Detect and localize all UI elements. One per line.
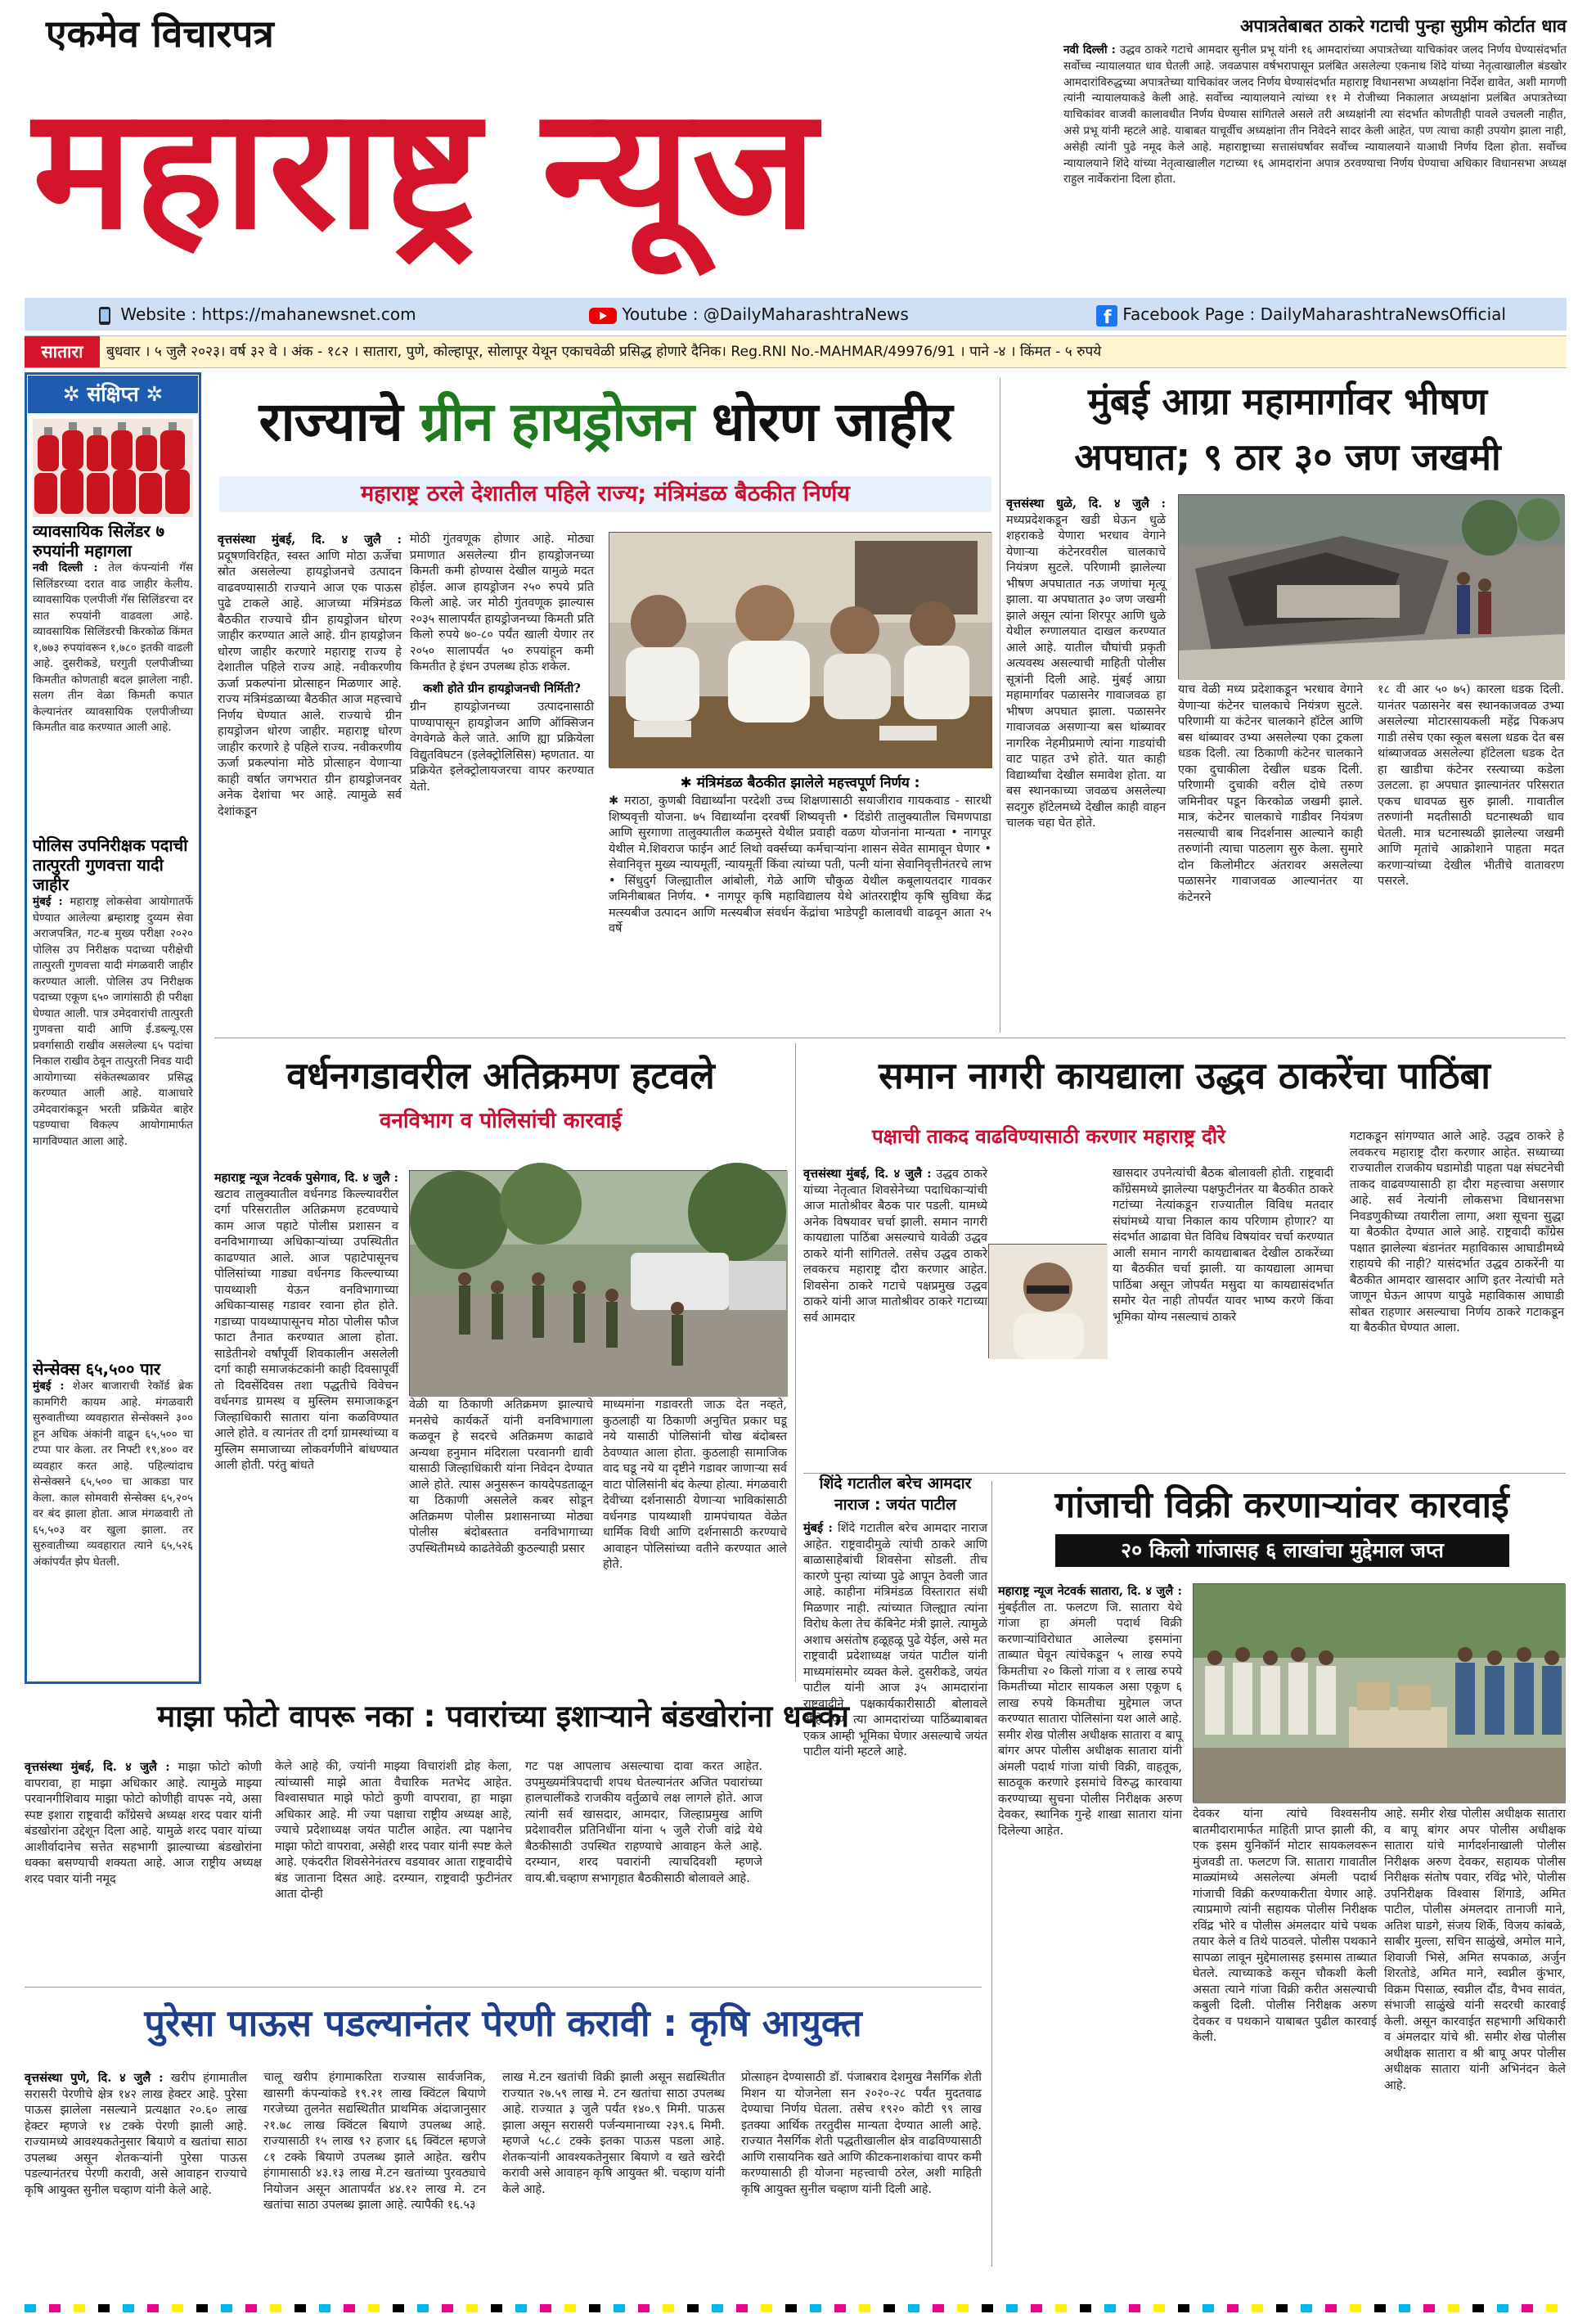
sidebar-story-3-head: सेन्सेक्स ६५,५०० पार bbox=[33, 1359, 161, 1379]
rain-body-1: खरीप हंगामातील सरासरी पेरणीचे क्षेत्र १४२ लाख हेक्टर आहे. पुरेसा पाऊस झालेला नसल्याने प्रत्यक्षात २०.६० लाख हेक्टर म्हणजे १४ टक्के पेरणी झाली आहे. राज्यामध्ये आवश्यकतेनुसार बियाणे व खतांचा साठा उपलब्ध असून शेतकऱ्यांनी पुरेसा पाऊस पडल्यानंतरच पेरणी करावी, असे आवाहन राज्याचे कृषि आयुक्त सुनील चव्हाण यांनी केले आहे. bbox=[25, 2072, 248, 2197]
shinde-body: शिंदे गटातील बरेच आमदार नाराज आहेत. राष्ट्रवादीमुळे त्यांची ठाकरे आणि बाळासाहेबांची शिवसेना सोडली. तीच कारणे पुन्हा त्यांच्या पुढे आपून ठेवली जात आहे. काहीना मंत्रिमंडळ विस्तारात संधी मिळणार नाही. त्यांच्यात जिल्ह्यात त्यांना विरोध केला तेच कॅबिनेट मंत्री झाले. त्यामुळे अशाच असंतोष हळूहळू पुढे येईल, असे मत राष्ट्रवादी प्रदेशाध्यक्ष जयंत पाटील यांनी माध्यमांसमोर व्यक्त केले. दुसरीकडे, जयंत पाटील यांनी आज ३५ आमदारांना राष्ट्रवादीने पक्षकार्यकारीसाठी बोलावले आहे. पण त्या आमदारांच्या पाठिंब्याबाबत एकत्र आम्ही भूमिका घेणार असल्याचे जयंत पाटील यांनी म्हटले आहे. bbox=[803, 1522, 987, 1758]
green-subtitle: कशी होते ग्रीन हायड्रोजनची निर्मिती? bbox=[423, 681, 581, 696]
youtube-link[interactable] bbox=[589, 298, 909, 331]
pawar-dateline: वृत्तसंस्था मुंबई, दि. ४ जुलै : bbox=[25, 1760, 170, 1774]
cabinet-decisions-body: मराठा, कुणबी विद्यार्थ्यांना परदेशी उच्च शिक्षणासाठी सयाजीराव गायकवाड - सारथी शिष्यवृत्ती योजना. ७५ विद्यार्थ्यांना दरवर्षी शिष्यवृत्ती • दिंडोरी तालुक्यातील चिमणपाडा आणि सुरगाणा तालुक्यातील कळमुस्ते येथील प्रवाही वळण योजनांना मान्यता • नागपूर येथील मे.शिवराज फाईन आर्ट लिथो वर्क्सच्या कर्मचाऱ्यांना शासन सेवेत सामावून घेणार • सेवानिवृत्त मुख्य न्यायमूर्ती, न्यायमूर्ती किंवा त्यांच्या पती, पत्नी यांना सेवानिवृत्तीनंतरचे लाभ • सिंधुदुर्ग जिल्ह्यातील आंबोली, गेळे आणि चौकुळ येथील कबूलायतदार गावकर जमिनीबाबत निर्णय. • नागपूर कृषि महाविद्यालय येथे आंतरराष्ट्रीय कृषि सुविधा केंद्र मत्स्यबीज उत्पादन आणि मत्स्यबीज संवर्धन केंद्रांचा भाडेपट्टी कालावधी वाढवून आता २५ वर्षे bbox=[609, 795, 991, 935]
accident-photo bbox=[1178, 494, 1564, 679]
ucc-body-1: उद्धव ठाकरे यांच्या नेतृत्वात शिवसेनेच्या पदाधिकाऱ्यांची आज मातोश्रीवर बैठक पार पडली. यामध्ये अनेक विषयावर चर्चा झाली. समान नागरी कायद्याला पाठिंबा असल्याचे यावेळी उद्धव ठाकरे यांनी सांगितले. तसेच उद्धव ठाकरे लवकरच महाराष्ट्र दौरा करणार आहेत. शिवसेना ठाकरे गटाचे पक्षप्रमुख उद्धव ठाकरे यांनी आज मातोश्रीवर ठाकरे गटाच्या सर्व आमदार bbox=[803, 1168, 988, 1325]
cylinders-photo bbox=[33, 419, 193, 517]
shinde-box bbox=[803, 1473, 987, 1758]
facebook-text: Facebook Page : DailyMaharashtraNewsOfficial bbox=[1122, 304, 1506, 324]
edition-ribbon bbox=[25, 335, 1567, 368]
accident-body-1: मध्यप्रदेशकडून खडी घेऊन धुळे शहराकडे येणारा भरधाव वेगाने येणाऱ्या कंटेनरवरील चालकाचे नियंत्रण सुटले. परिणामी झालेल्या भीषण अपघातात नऊ जणांचा मृत्यू झाला. या अपघातात ३० जण जखमी झाले असून त्यांना शिरपूर आणि धुळे येथील रुग्णालयात दाखल करण्यात आले आहे. यातील चौघांची प्रकृती अत्यवस्थ असल्याची माहिती पोलीस सूत्रांनी दिली आहे. मुंबई आग्रा महामार्गावर पळासनेर गावाजवळ हा भीषण अपघात झाला. पळासनेर गावाजवळ असणाऱ्या बस थांब्यावर नागरिक नेहमीप्रमाणे त्यांना गाडयांची वाट पाहत उभे होते. यात काही विद्यार्थ्यांचा देखील समावेश होता. या बस स्थानकाच्या जवळच असलेल्या सदगुरु हॉटेलमध्ये देखील काही वाहन चालक चहा घेत होते. bbox=[1006, 513, 1166, 830]
ganja-body-3: आहे. समीर शेख पोलीस अधीक्षक सातारा व बापू बांगर अपर पोलीस अधीक्षक सातारा यांचे मार्गदर्शनाखाली पोलीस निरीक्षक अरुण देवकर, सहायक पोलीस निरीक्षक संतोष पवार, रविंद्र भोरे, पोलीस उपनिरीक्षक विश्वास शिंगाडे, अमित पाटील, पोलीस अंमलदार तानाजी माने, अतिश घाडगे, संजय शिर्के, विजय कांबळे, साबीर मुल्ला, सचिन साळुंखे, अमोल माने, शिवाजी भिसे, अमित सपकाळ, अर्जुन शिरतोडे, अमित माने, स्वप्नील कुंभार, विक्रम पिसाळ, स्वप्नील दौंड, वैभव सावंत, संभाजी साळुंखे यांनी सदरची कारवाई केली. असून कारवाईत सहभागी अधिकारी व अंमलदार यांचे श्री. समीर शेख पोलीस अधीक्षक सातारा व श्री बापू अपर पोलीस अधीक्षक सातारा यांनी अभिनंदन केले आहे. bbox=[1384, 1808, 1566, 2092]
green-headline: राज्याचे ग्रीन हायड्रोजन धोरण जाहीर bbox=[259, 390, 952, 453]
vardhangad-photo bbox=[409, 1170, 787, 1396]
website-link[interactable] bbox=[94, 298, 416, 331]
top-story-headline: अपात्रतेबाबत ठाकरे गटाची पुन्हा सुप्रीम कोर्टात धाव bbox=[1239, 16, 1567, 37]
bullet-icon: ✱ bbox=[680, 775, 697, 791]
rain-col-3 bbox=[502, 2070, 725, 2303]
ganja-dateline: महाराष्ट्र न्यूज नेटवर्क सातारा, दि. ४ जुलै : bbox=[998, 1584, 1182, 1598]
pawar-body-2: केले आहे की, ज्यांनी माझ्या विचारांशी द्रोह केला, त्यांच्यासी माझे आता वैचारिक मतभेद आहेत. विश्वासघात माझे फोटो कुणी वापरावा, हा माझा अधिकार आहे. मी ज्या पक्षाचा राष्ट्रीय अध्यक्ष आहे, ज्याचे प्रदेशाध्यक्ष जयंत पाटील आहेत. त्या पक्षानेच माझा फोटो वापरावा, असेही शरद पवार यांनी स्पष्ट केले आहे. एकंदरीत शिवसेनेनंतरच वडयावर आता राष्ट्रवादीचे बंड जाताना दिसत आहे. दरम्यान, राष्ट्रवादी फुटीनंतर आता दोन्ही bbox=[275, 1760, 512, 1901]
ganja-seizure-photo bbox=[1193, 1583, 1565, 1803]
svg-text:f: f bbox=[1104, 307, 1112, 328]
vardhangad-dateline: महाराष्ट्र न्यूज नेटवर्क पुसेगाव, दि. ४ जुलै : bbox=[214, 1171, 398, 1185]
ucc-col-1 bbox=[803, 1166, 987, 1469]
website-icon bbox=[94, 305, 115, 326]
sidebar-story-2-body: महाराष्ट्र लोकसेवा आयोगातर्फे घेण्यात आलेल्या ब्रम्हाराष्ट्र दुय्यम सेवा अराजपत्रित, गट-ब मुख्य परीक्षा २०२० पोलिस उप निरीक्षक पदाच्या परीक्षेची तात्पुरती गुणवत्ता यादी मंगळवारी जाहीर करण्यात आली. पोलिस उप निरीक्षक पदाच्या एकूण ६५० जागांसाठी ही परीक्षा घेण्यात आली. पात्र उमेदवारांची तात्पुरती गुणवत्ता यादी आणि ई.डब्ल्यू.एस प्रवर्गासाठी राखीव असलेल्या ६५ पदांचा निकाल राखीव ठेवून तात्पुरती निवड यादी आयोगाच्या संकेतस्थळावर प्रसिद्ध करण्यात आली आहे. याआधारे उमेदवारांकडून भरती प्रक्रियेत बाहेर पडण्याचा विकल्प आयोगामार्फत मागविण्यात आला आहे. bbox=[33, 895, 194, 1148]
green-subhead: महाराष्ट्र ठरले देशातील पहिले राज्य; मंत्रिमंडळ बैठकीत निर्णय bbox=[219, 476, 991, 512]
masthead-title: महाराष्ट्र न्यूज bbox=[33, 72, 819, 267]
rain-body-2: चालू खरीप हंगामाकरिता राज्यास सार्वजनिक, खासगी कंपन्यांकडे १९.२१ लाख क्विंटल बियाणे गरजेच्या तुलनेत सद्यस्थितीत प्राथमिक अंदाजानुसार २१.७८ लाख क्विंटल बियाणे उपलब्ध आहे. राज्यासाठी १५ लाख ९२ हजार ६६ क्विंटल म्हणजे ८१ टक्के बियाणे उपलब्ध झाले आहेत. खरीप हंगामासाठी ४३.१३ लाख मे.टन खतांच्या पुरवठ्याचे नियोजन असून आतापर्यंत ४४.१२ लाख मे. टन खतांचा साठा उपलब्ध झाला आहे. त्यापैकी १६.५३ bbox=[263, 2071, 486, 2212]
accident-body-3: १८ वी आर ५० ७५) कारला धडक दिली. यानंतर पळासनेर बस स्थानकाजवळ उभ्या असलेल्या मोटारसायकली महेंद्र पिकअप गाडी तसेच एका स्कूल बसला धडक देत बस थांब्याजवळ असलेल्या हॉटेलला धडक देत हा खाडीचा कंटेनर रस्त्याच्या कडेला उलटला. हा अपघात झाल्यानंतर परिसरात एकच धावपळ सुरु झाली. गावातील तरुणांनी मदतीसाठी घटनास्थळी धाव घेतली. मात्र घटनास्थळी झालेल्या जखमी आणि मृतांचे आक्रोशाने पाहता मदत करणाऱ्यांच्या देखील भीतीचे वातावरण पसरले. bbox=[1378, 683, 1564, 888]
sidebar-header bbox=[28, 376, 198, 413]
accident-headline-1: मुंबई आग्रा महामार्गावर भीषण bbox=[1087, 380, 1487, 423]
sidebar-story-3-dateline: मुंबई : bbox=[33, 1380, 65, 1393]
pawar-headline: माझा फोटो वापरू नका : पवारांच्या इशाऱ्याने बंडखोरांना धक्का bbox=[157, 1699, 849, 1734]
sidebar-content bbox=[33, 521, 193, 1675]
sidebar-story-2-dateline: मुंबई : bbox=[33, 895, 63, 908]
sidebar-star-icon-2: ✲ bbox=[138, 382, 164, 406]
vardhangad-subhead: वनविभाग व पोलिसांची कारवाई bbox=[379, 1109, 623, 1133]
cabinet-decisions-heading: ✱ मंत्रिमंडळ बैठकीत झालेले महत्त्वपूर्ण निर्णय : bbox=[680, 775, 920, 791]
vardhangad-col-3 bbox=[603, 1398, 787, 1686]
rain-col-1 bbox=[25, 2070, 247, 2303]
bullet-icon-2: ✱ bbox=[609, 795, 624, 808]
pawar-body-3: गट पक्ष आपलाच असल्याचा दावा करत आहेत. उपमुख्यमंत्रिपदाची शपथ घेतल्यानंतर अजित पवारांच्या हालचालींकडे राजकीय वर्तुळाचे लक्ष लागले होते. आज त्यांनी सर्व खासदार, आमदार, जिल्हाप्रमुख आणि प्रदेशावरील प्रतिनिधींना यांना ५ जुलै रोजी वांद्रे येथे बैठकीसाठी उपस्थित राहण्याचे आवाहन केले आहे. दरम्यान, शरद पवारांनी त्याचदिवशी म्हणजे वाय.बी.चव्हाण सभागृहात बैठकीसाठी बोलावले आहे. bbox=[525, 1760, 762, 1885]
ucc-body-2: खासदार उपनेत्यांची बैठक बोलावली होती. राष्ट्रवादी काँग्रेसमध्ये झालेल्या पक्षफुटीनंतर या बैठकीत ठाकरे गटांच्या नेत्यांकडून राज्यातील विविध मतदार संघांमध्ये याचा निकाल काय परिणाम होणार? या संदर्भात आढावा घेत विविध विषयांवर चर्चा करण्यात आली समान नागरी कायद्याबाबत देखील ठाकरेंच्या या बैठकीत चर्चा झाली. या कायद्याला आमचा पाठिंबा असून जोपर्यंत मसुदा या कायद्यासंदर्भात समोर येत नाही तोपर्यंत यावर भाष्य करणे किंवा भूमिका योग्य नसल्याचं ठाकरे bbox=[1113, 1167, 1333, 1324]
ucc-body-3: गटाकडून सांगण्यात आले आहे. उद्धव ठाकरे हे लवकरच महाराष्ट्र दौरा करणार आहेत. सध्याच्या राज्यातील राजकीय घडामोडी पाहता पक्ष संघटनेची ताकद वाढवण्यासाठी हा दौरा महत्त्वाचा असणार आहे. सर्व नेत्यांनी लोकसभा विधानसभा निवडणुकीच्या तयारीला लागा, अशा सूचना सुद्धा या बैठकीत देण्यात आले आहे. राष्ट्रवादी काँग्रेस पक्षात झालेल्या बंडानंतर महाविकास आघाडीमध्ये राहायचे की नाही? यासंदर्भात उद्धव ठाकरेंनी या बैठकीत आमदार खासदार आणि इतर नेत्यांची मते जाणून घेऊन आपण यापुढे महाविकास आघाडी सोबत राहणार असल्याचा निर्णय ठाकरे गटाकडून या बैठकीत घेण्यात आला. bbox=[1350, 1130, 1564, 1335]
website-text: Website : https://mahanewsnet.com bbox=[120, 304, 416, 324]
sidebar-heading: संक्षिप्त bbox=[87, 382, 139, 406]
cabinet-decisions-box bbox=[609, 772, 991, 1031]
ucc-dateline: वृत्तसंस्था मुंबई, दि. ४ जुलै : bbox=[803, 1167, 932, 1181]
ganja-body-1: मुंबईतील ता. फलटण जि. सातारा येथे गांजा हा अंमली पदार्थ विक्री करणाऱ्यांविरोधात आलेल्या इसमांना ताब्यात घेवून त्यांचेकडून ५ लाख रुपये किमतीचा २० किलो गांजा व १ लाख रुपये किमतीच्या मोटार सायकल असा एकूण ६ लाख रुपये किमतीचा मुद्देमाल जप्त करण्यात सातारा पोलिसांना यश आले आहे. समीर शेख पोलीस अधीक्षक सातारा व बापू बांगर अपर पोलीस अधीक्षक सातारा यांनी अंमली पदार्थ गांजा यांची विक्री, वाहतूक, साठवूक करणारे इसमांचे विरुद्ध कारवाया करण्याच्या सुचना पोलीस निरीक्षक अरुण देवकर, स्थानिक गुन्हे शाखा सातारा यांना दिलेल्या आहेत. bbox=[998, 1600, 1182, 1838]
shinde-headline-2: नाराज : जयंत पाटील bbox=[834, 1496, 956, 1514]
ucc-col-3 bbox=[1350, 1129, 1564, 1469]
vardhangad-body-3: माध्यमांना गडावरती जाऊ देत नव्हते, कुठलाही या ठिकाणी अनुचित प्रकार घडू नये यासाठी पोलिसांनी चोख बंदोबस्त ठेवण्यात आला होता. कुठलाही सामाजिक वाद घडू नये या दृष्टीने गडावर जाणाऱ्या सर्व वाटा पोलिसांनी बंद केल्या होत्या. मंगळवारी देवीच्या दर्शनासाठी येणाऱ्या भाविकांसाठी वर्धनगड पायथ्याशी ग्रामपंचायत वेळेत धार्मिक विधी आणि दर्शनासाठी करण्याचे आवाहन पोलिसांच्या वतीने करण्यात आले होते. bbox=[603, 1398, 787, 1571]
ganja-body-2: देवकर यांना त्यांचे विश्वसनीय बातमीदारामार्फत माहिती प्राप्त झाली की, एक इसम युनिकॉर्न मोटार सायकलवरून मुंजवडी ता. फलटण जि. सातारा गावातील माळ्यांमध्ये असलेल्या अंमली पदार्थ गांजाची विक्री करण्याकरीता येणार आहे. त्याप्रमाणे त्यांनी सहायक पोलीस निरीक्षक रविंद्र भोरे व पोलीस अंमलदार यांचे पथक तयार केले व तिथे पाठवले. पोलीस पथकाने सापळा लावून मुद्देमालासह इसमास ताब्यात घेतले. त्याच्याकडे कसून चौकशी केली असता त्याने गांजा विक्री करीत असल्याची कबुली दिली. पोलीस निरीक्षक अरुण देवकर व पथकाने याबाबत पुढील कारवाई केली. bbox=[1193, 1808, 1377, 2044]
edition-info: बुधवार । ५ जुलै २०२३। वर्ष ३२ वे । अंक - १८२ । सातारा, पुणे, कोल्हापूर, सोलापूर येथून एकाचवेळी प्रसिद्ध होणारे दैनिक। Reg.RNI No.-MAHMAR/49976/91 । पाने -४ । किंमत - ५ रुपये bbox=[106, 344, 1102, 360]
color-registration-marks bbox=[25, 2304, 1567, 2312]
green-body-1: प्रदूषणविरहित, स्वस्त आणि मोठा ऊर्जेचा स्रोत असलेल्या हायड्रोजनचे उत्पादन वाढवण्यासाठी राज्याने आज एक पाऊस पुढे टाकले आहे. आजच्या मंत्रिमंडळ बैठकीत राज्याचे ग्रीन हायड्रोजन धोरण जाहीर करण्यात आले आहे. ग्रीन हायड्रोजन धोरण जाहीर करणारे महाराष्ट्र राज्य हे देशातील पहिले राज्य आहे. नवीकरणीय ऊर्जा प्रकल्पांना प्रोत्साहन मिळणार आहे. राज्य मंत्रिमंडळाच्या बैठकीत आज महत्त्वाचे निर्णय घेण्यात आले. राज्याचे ग्रीन हायड्रोजन धोरण जाहीर. महाराष्ट्र धोरण जाहीर करणारे हे पहिले राज्य. नवीकरणीय ऊर्जा प्रकल्पांना मोठे प्रोत्साहन येणाऱ्या काही वर्षात जगभरात ग्रीन हायड्रोजनवर अनेक देशांचा भर आहे. त्यामुळे सर्व देशांकडून bbox=[218, 549, 402, 818]
vardhangad-body-2: वेळी या ठिकाणी अतिक्रमण झाल्याचे मनसेचे कार्यकर्ते यांनी वनविभागाला कळवून हे सदरचे अतिक्रमण काढावे अन्यथा हनुमान मंदिराला परवानगी द्यावी यासाठी जिल्हाधिकारी यांना निवेदन देण्यात आले होते. त्यास अनुसरून कायदेपडताळून या ठिकाणी असलेले कबर सोडून अतिक्रमण पोलीस प्रशासनाच्या मोठ्या पोलीस बंदोबस्तात वनविभागाच्या उपस्थितीमध्ये काढतेवेळी कुठल्याही प्रसार bbox=[409, 1398, 593, 1555]
ucc-subhead: पक्षाची ताकद वाढविण्यासाठी करणार महाराष्ट्र दौरे bbox=[872, 1125, 1225, 1148]
ganja-col-2 bbox=[1193, 1807, 1377, 2265]
ganja-subhead: २० किलो गांजासह ६ लाखांचा मुद्देमाल जप्त bbox=[1055, 1534, 1509, 1567]
green-dateline: वृत्तसंस्था मुंबई, दि. ४ जुलै : bbox=[218, 533, 402, 547]
green-body-2: मोठी गुंतवणूक होणार आहे. मोठ्या प्रमाणात असलेल्या ग्रीन हायड्रोजनच्या किमती कमी होण्यास देखील यामुळे मदत होईल. आज हायड्रोजन २५० रुपये प्रति किलो आहे. जर मोठी गुंतवणूक झाल्यास २०३५ सालापर्यंत हायड्रोजनच्या किमती प्रति किलो रुपये ७०-८० पर्यंत खाली येणार तर २०५० सालापर्यंत ५० रुपयांहून कमी किमतीत हे इंधन उपलब्ध होऊ शकेल. bbox=[410, 533, 594, 673]
ganja-col-3 bbox=[1384, 1807, 1566, 2265]
pawar-col-3 bbox=[525, 1759, 762, 1980]
sidebar-story-1-head: व्यावसायिक सिलेंडर ७ रुपयांनी महागला bbox=[33, 521, 165, 560]
green-col-1 bbox=[218, 532, 402, 1031]
youtube-text: Youtube : @DailyMaharashtraNews bbox=[622, 304, 909, 324]
accident-col-1 bbox=[1006, 496, 1166, 1031]
accident-col-2 bbox=[1178, 682, 1363, 1031]
top-story-body: उद्धव ठाकरे गटाचे आमदार सुनील प्रभू यांनी १६ आमदारांच्या अपात्रतेच्या याचिकांवर जलद निर्णय घेण्यासंदर्भात सर्वोच्च न्यायालयात धाव घेतली आहे. जवळपास वर्षभरापासून प्रलंबित असलेल्या एकनाथ शिंदे यांच्या नेतृत्वाखालील बंडखोर आमदारांविरुद्धच्या अपात्रतेच्या याचिकांवर जलद निर्णय घेण्यासंदर्भात महाराष्ट्र विधानसभा अध्यक्षांना निर्देश द्यावेत, अशी मागणी त्यांनी न्यायालयाकडे केली आहे. सर्वोच्च न्यायालयाने त्यांच्या ११ मे रोजीच्या निकालात अध्यक्षांना प्रलंबित अपात्रतेच्या याचिकांवर वाजवी कालावधीत निर्णय घेण्यास सांगितले असले तरी अध्यक्षांनी त्या संदर्भात कोणतीही पावले उचलली नाहीत, असे प्रभू यांनी म्हटले आहे. याबाबत याचूर्वीच अध्यक्षांना तीन निवेदने सादर केली आहेत, पण त्याचा काही उपयोग झाला नाही, असेही त्यांनी पुढे नमूद केले आहे. महाराष्ट्राच्या सत्तासंघर्षावर सर्वोच्च न्यायालयाने याआधी निर्णय दिला होता. सर्वोच्च न्यायालयाने शिंदे यांच्या नेतृत्वाखालील गटाच्या १६ आमदारांना अपात्र ठरवण्याचा निर्णय घेण्याचा अधिकार विधानसभा अध्यक्ष राहुल नार्वेकरांना दिला होता. bbox=[1063, 43, 1567, 187]
sidebar-story-2-head: पोलिस उपनिरीक्षक पदाची तात्पुरती गुणवत्ता यादी जाहीर bbox=[33, 835, 188, 894]
accident-col-3 bbox=[1378, 682, 1564, 1031]
links-strip bbox=[25, 298, 1567, 331]
facebook-icon bbox=[1096, 305, 1117, 326]
facebook-link[interactable] bbox=[1096, 298, 1506, 331]
accident-body-2: याच वेळी मध्य प्रदेशाकडून भरधाव वेगाने येणाऱ्या कंटेनर चालकाचे नियंत्रण सुटले. परिणामी या कंटेनर चालकाने हॉटेल आणि बस थांब्यावर उभ्या असलेल्या एका ट्रकला धडक दिली. त्या ठिकाणी कंटेनर चालकाने एका दुचाकीला देखील धडक दिली. परिणामी दुचाकी वरील दोघे तरुण जमिनीवर पडून किरकोळ जखमी झाले. मात्र, कंटेनर चालकाचे गाडीवर नियंत्रण नसल्याची बाब निदर्शनास आल्याने काही तरुणांनी त्याचा पाठलाग सुरु केला. सुमारे दोन किलोमीटर अंतरावर असलेल्या पळासनेर गावाजवळ आल्यानंतर या कंटेनरने bbox=[1178, 683, 1363, 904]
ucc-headline: समान नागरी कायद्याला उद्धव ठाकरेंचा पाठिंबा bbox=[879, 1054, 1490, 1097]
sidebar-story-1-body: तेल कंपन्यांनी गॅस सिलिंडरच्या दरात वाढ जाहीर केलीय. व्यावसायिक एलपीजी गॅस सिलिंडरचा दर सात रुपयांनी वाढवला आहे. व्यावसायिक सिलिंडरची किरकोळ किंमत १,७७३ रुपयांवरून १,७८० इतकी वाढली आहे. दुसरीकडे, घरगुती एलपीजीच्या किमतीत कोणताही बदल झालेला नाही. सलग तीन वेळा किमती कपात केल्यानंतर व्यावसायिक एलपीजीच्या किमतीत वाढ करण्यात आली आहे. bbox=[33, 561, 194, 734]
vardhangad-body-1: खटाव तालुक्यातील वर्धनगड किल्ल्यावरील दर्गा परिसरातील अतिक्रमण हटवण्याचे काम आज पहाटे पोलीस प्रशासन व वनविभागाच्या अधिकाऱ्यांच्या उपस्थितीत काढण्यात आले. आज पहाटेपासूनच पोलिसांच्या गाड्या वर्धनगड किल्ल्याच्या पायथ्याशी येऊन वनविभागाच्या अधिकाऱ्यासह गडावर रवाना होत होते. गडाच्या पायथ्यापासूनच मोठा पोलीस फौज फाटा तैनात करण्यात आला होता. साडेतीनशे वर्षांपूर्वी शिवकालीन असलेली दर्गा काही समाजकंटकांनी काही दिवसापूर्वी तो दिवसेंदिवस तशा पद्धतीचे विवेचन वर्धनगड ग्रामस्थ व मुस्लिम समाजाकडून जिल्हाधिकारी सातारा यांना कळविण्यात आले होते. व त्यानंतर ती दर्गा ग्रामस्थांच्या व मुस्लिम समाजाच्या लोकवर्गणीने बांधण्यात आली होती. परंतु बांधते bbox=[214, 1187, 398, 1472]
green-col-2 bbox=[410, 532, 594, 1031]
rain-col-2 bbox=[263, 2070, 486, 2303]
top-story bbox=[1063, 15, 1567, 297]
sidebar-story-3-body: शेअर बाजाराची रेकॉर्ड ब्रेक कामगिरी कायम आहे. मंगळवारी सुरुवातीच्या व्यवहारात सेन्सेक्सने ३०० हून अधिक अंकांनी वाढून ६५,५०० चा टप्पा पार केला. तर निफ्टी १९,४०० वर व्यवहार करत आहे. पहिल्यांदाच सेन्सेक्सने ६५,५०० चा आकडा पार केला. काल सोमवारी सेन्सेक्स ६५,२०५ वर बंद झाला होता. आज मंगळवारी तो ६५,५०३ वर खुला झाला. तर सुरुवातीच्या व्यवहारात त्याने ६५,५२६ अंकांपर्यंत झेप घेतली. bbox=[33, 1380, 194, 1569]
cabinet-meeting-photo bbox=[609, 532, 991, 768]
ganja-headline: गांजाची विक्री करणाऱ्यांवर कारवाई bbox=[1054, 1484, 1509, 1526]
sidebar-star-icon: ✲ bbox=[62, 382, 88, 406]
pawar-col-1 bbox=[25, 1759, 262, 1980]
rain-col-4 bbox=[741, 2070, 982, 2303]
edition-city: सातारा bbox=[25, 336, 100, 367]
ganja-col-1 bbox=[998, 1583, 1182, 2082]
vardhangad-headline: वर्धनगडावरील अतिक्रमण हटवले bbox=[286, 1054, 715, 1097]
pawar-body-1: माझा फोटो कोणी वापरावा, हा माझा अधिकार आहे. त्यामुळे माझ्या परवानगीशिवाय माझा फोटो कोणीही वापरू नये, असा स्पष्ट इशारा राष्ट्रवादी काँग्रेसचे अध्यक्ष शरद पवार यांनी बंडखोरांना उद्देशून दिला आहे. यामुळे शरद पवार यांच्या आशीर्वादानेच सत्तेत सहभागी झाल्याच्या बंडखोरांना धक्का बसण्याची शक्यता आहे. आज राष्ट्रीय अध्यक्ष शरद पवार यांनी नमूद bbox=[25, 1761, 262, 1886]
rain-body-3: लाख मे.टन खतांची विक्री झाली असून सद्यस्थितीत राज्यात २७.५९ लाख मे. टन खतांचा साठा उपलब्ध आहे. राज्यात ३ जुलै पर्यंत १४०.९ मिमी. पाऊस झाला असून सरासरी पर्जन्यमानाच्या २३९.६ मिमी. म्हणजे ५८.८ टक्के इतका पाऊस पडला आहे. शेतकऱ्यांनी आवश्यकतेनुसार बियाणे व खते खरेदी करावी असे आवाहन कृषि आयुक्त श्री. चव्हाण यांनी केले आहे. bbox=[502, 2071, 725, 2196]
vardhangad-col-1 bbox=[214, 1170, 398, 1686]
ucc-col-2 bbox=[1113, 1166, 1333, 1469]
shinde-dateline: मुंबई : bbox=[803, 1521, 833, 1535]
uddhav-photo bbox=[988, 1244, 1107, 1358]
green-body-3: ग्रीन हायड्रोजनच्या उत्पादनासाठी पाण्यापासून हायड्रोजन आणि ऑक्सिजन वेगवेगळे केले जाते. आणि ह्या प्रक्रियेला विद्युतविघटन (इलेक्ट्रोलिसिस) म्हणतात. या प्रक्रियेत इलेक्ट्रोलायजरचा वापर करण्यात येतो. bbox=[410, 700, 594, 794]
rain-headline: पुरेसा पाऊस पडल्यानंतर पेरणी करावी : कृषि आयुक्त bbox=[144, 2001, 862, 2045]
sidebar-story-1-dateline: नवी दिल्ली : bbox=[33, 561, 98, 574]
vardhangad-col-2 bbox=[409, 1398, 593, 1686]
youtube-icon bbox=[589, 306, 617, 326]
rain-dateline: वृत्तसंस्था पुणे, दि. ४ जुलै : bbox=[25, 2071, 164, 2085]
accident-dateline: वृत्तसंस्था धुळे, दि. ४ जुलै : bbox=[1006, 497, 1166, 511]
masthead-tagline: एकमेव विचारपत्र bbox=[46, 11, 274, 56]
pawar-col-2 bbox=[275, 1759, 512, 1980]
rain-body-4: प्रोत्साहन देण्यासाठी डॉ. पंजाबराव देशमुख नैसर्गिक शेती मिशन या योजनेला सन २०२०-२८ पर्यंत मुदतवाढ देण्याचा निर्णय घेतला. तसेच १९२० कोटी ९९ लाख इतक्या आर्थिक तरतुदीस मान्यता देण्यात आली आहे. राज्यात नैसर्गिक शेती पद्धतीखालील क्षेत्र वाढविण्यासाठी आणि रासायनिक खते आणि कीटकनाशकांचा वापर कमी करण्यासाठी ही योजना महत्त्वाची ठरेल, अशी माहिती कृषि आयुक्त सुनील चव्हाण यांनी दिली आहे. bbox=[741, 2071, 982, 2196]
shinde-headline-1: शिंदे गटातील बरेच आमदार bbox=[819, 1474, 972, 1492]
top-story-dateline: नवी दिल्ली : bbox=[1063, 43, 1116, 56]
accident-headline-2: अपघात; ९ ठार ३० जण जखमी bbox=[1074, 435, 1501, 479]
